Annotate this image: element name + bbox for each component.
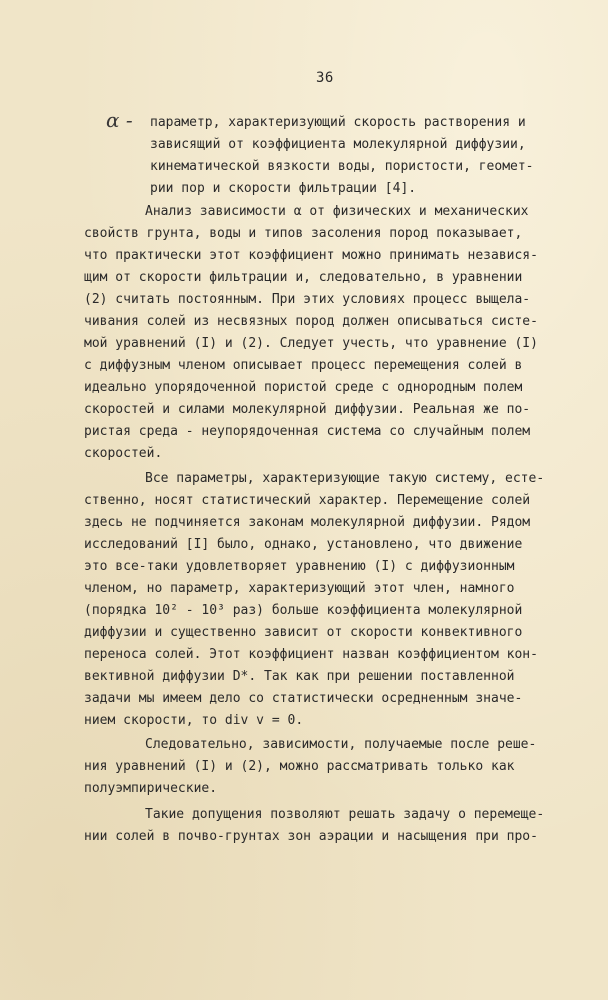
text-line: рии пор и скорости фильтрации [4]. — [150, 181, 417, 196]
text-line: здесь не подчиняется законам молекулярной диффузии. Рядом — [84, 515, 531, 530]
text-line-lead-symbol — [106, 110, 133, 130]
text-line: (порядка 10² - 10³ раз) больше коэффициента молекулярной — [84, 603, 523, 618]
text-line: что практически этот коэффициент можно принимать независя- — [84, 248, 538, 263]
text-line: ристая среда - неупорядоченная система со случайным полем — [84, 424, 531, 439]
text-line: Следовательно, зависимости, получаемые после реше- — [145, 737, 537, 752]
text-line: членом, но параметр, характеризующий этот член, намного — [84, 581, 515, 596]
text-line: Такие допущения позволяют решать задачу о перемеще- — [145, 807, 545, 822]
text-line: ственно, носят статистический характер. Перемещение солей — [84, 493, 531, 508]
text-line: с диффузным членом описывает процесс перемещения солей в — [84, 358, 523, 373]
text-line: идеально упорядоченной пористой среде с однородным полем — [84, 380, 523, 395]
text-line: кинематической вязкости воды, пористости, геомет- — [150, 159, 534, 174]
text-line: диффузии и существенно зависит от скорости конвективного — [84, 625, 523, 640]
text-line: мой уравнений (I) и (2). Следует учесть, что уравнение (I) — [84, 336, 538, 351]
text-line: ния уравнений (I) и (2), можно рассматривать только как — [84, 759, 515, 774]
text-line: параметр, характеризующий скорость растворения и — [150, 115, 526, 130]
text-line: задачи мы имеем дело со статистически осредненным значе- — [84, 691, 523, 706]
text-line: Анализ зависимости α от физических и механических — [145, 204, 529, 219]
text-line: вективной диффузии D*. Так как при решении поставленной — [84, 669, 515, 684]
text-line: скоростей. — [84, 446, 163, 461]
page-number: 36 — [316, 70, 334, 86]
text-line: это все-таки удовлетворяет уравнению (I) с диффузионным — [84, 559, 515, 574]
text-line: зависящий от коэффициента молекулярной диффузии, — [150, 137, 526, 152]
text-line: щим от скорости фильтрации и, следовательно, в уравнении — [84, 270, 523, 285]
text-line: Все параметры, характеризующие такую систему, есте- — [145, 471, 545, 486]
text-line: нии солей в почво-грунтах зон аэрации и насыщения при про- — [84, 829, 538, 844]
text-line: свойств грунта, воды и типов засоления пород показывает, — [84, 226, 523, 241]
text-line: переноса солей. Этот коэффициент назван коэффициентом кон- — [84, 647, 538, 662]
text-line: нием скорости, то div v = 0. — [84, 713, 304, 728]
text-line: полуэмпирические. — [84, 781, 218, 796]
text-line: чивания солей из несвязных пород должен описываться систе- — [84, 314, 538, 329]
alpha-symbol: α - — [106, 108, 133, 132]
text-line: (2) считать постоянным. При этих условиях процесс выщела- — [84, 292, 531, 307]
text-line: скоростей и силами молекулярной диффузии. Реальная же по- — [84, 402, 531, 417]
text-line: исследований [I] было, однако, установлено, что движение — [84, 537, 523, 552]
